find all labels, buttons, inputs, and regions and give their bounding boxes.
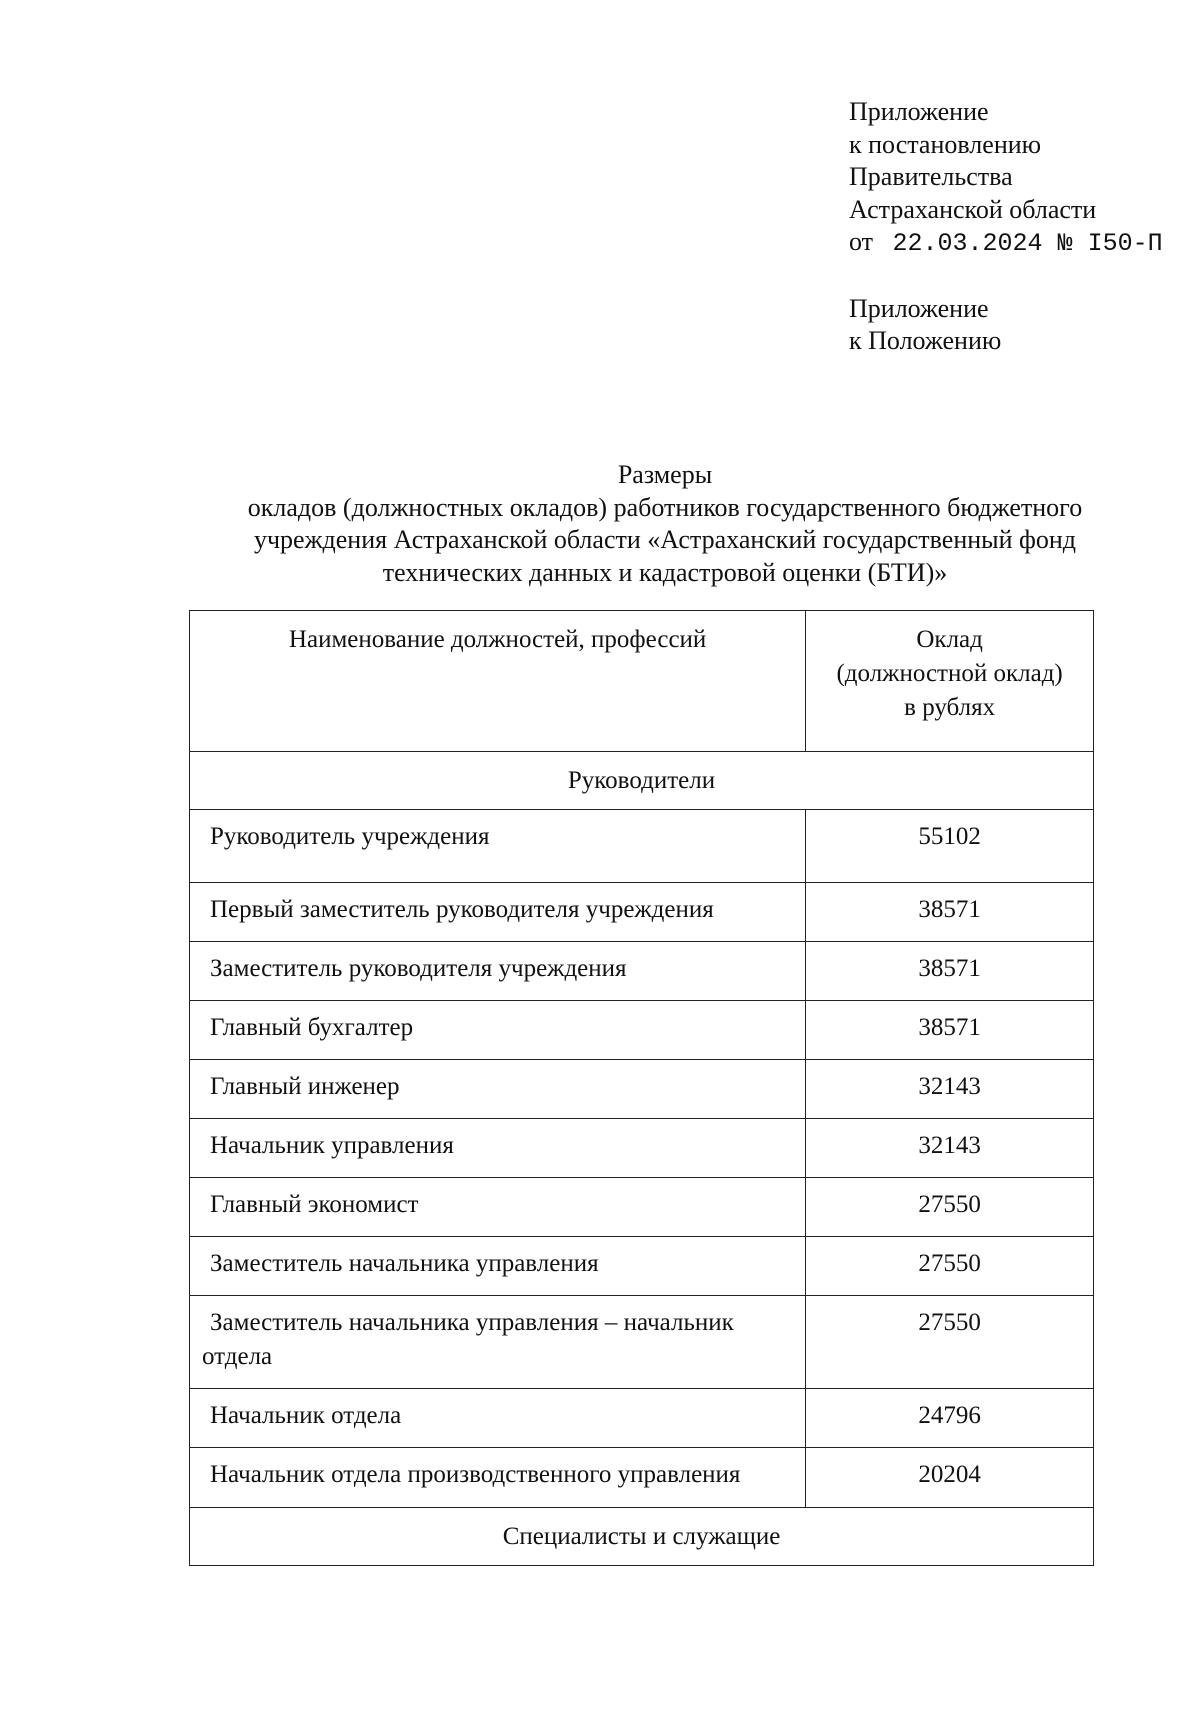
title-line: окладов (должностных окладов) работников государственного бюджетного — [247, 492, 1083, 522]
table-row — [190, 1178, 1094, 1237]
title-line: технических данных и кадастровой оценки (БТИ)» — [382, 557, 948, 587]
position-name: Главный экономист — [190, 1178, 806, 1237]
table-row — [190, 1448, 1094, 1508]
title-line: Размеры — [617, 460, 713, 489]
salary-value: 38571 — [806, 883, 1094, 942]
approval-line: Приложение — [849, 97, 989, 126]
approval-line: Астраханской области — [849, 194, 1097, 224]
table-row — [190, 1237, 1094, 1296]
position-name: Главный инженер — [190, 1060, 806, 1119]
position-name — [190, 1296, 806, 1389]
position-name: Руководитель учреждения — [190, 810, 806, 883]
salary-value: 55102 — [806, 810, 1094, 883]
header-value-line: в рублях — [904, 694, 996, 721]
table-row — [190, 942, 1094, 1001]
section-row — [190, 752, 1094, 810]
header-value-line: Оклад — [916, 626, 983, 653]
salary-value: 32143 — [806, 1060, 1094, 1119]
title-line: учреждения Астраханской области «Астраханский государственный фонд — [253, 525, 1077, 554]
position-name-continuation: отдела — [202, 1343, 273, 1370]
salary-value: 38571 — [806, 942, 1094, 1001]
approval-from-label: от — [849, 227, 874, 256]
table-row — [190, 883, 1094, 942]
salary-table — [189, 610, 1094, 1566]
position-name: Заместитель руководителя учреждения — [190, 942, 806, 1001]
salary-value: 32143 — [806, 1119, 1094, 1178]
position-name: Начальник управления — [190, 1119, 806, 1178]
table-row — [190, 1119, 1094, 1178]
section-heading: Руководители — [190, 752, 1094, 810]
header-name-cell: Наименование должностей, профессий — [190, 611, 806, 752]
position-name: Начальник отдела — [190, 1389, 806, 1448]
approval-line: Правительства — [849, 162, 1013, 191]
approval-date-number: 22.03.2024 № I50-П — [892, 229, 1163, 258]
table-row — [190, 810, 1094, 883]
section-heading: Специалисты и служащие — [190, 1508, 1094, 1566]
position-name: Заместитель начальника управления — [190, 1237, 806, 1296]
table-row — [190, 1001, 1094, 1060]
salary-value: 24796 — [806, 1389, 1094, 1448]
salary-value: 27550 — [806, 1296, 1094, 1389]
position-name: Первый заместитель руководителя учреждения — [190, 883, 806, 942]
annex-line: Приложение — [849, 293, 989, 323]
header-value-cell — [806, 611, 1094, 752]
table-row — [190, 1296, 1094, 1389]
document-title — [150, 459, 1180, 589]
approval-date-line — [849, 226, 1163, 261]
position-name: Начальник отдела производственного управления — [190, 1448, 806, 1508]
approval-line: к постановлению — [849, 129, 1042, 159]
annex-line: к Положению — [849, 326, 1002, 355]
salary-value: 20204 — [806, 1448, 1094, 1508]
header-value-line: (должностной оклад) — [836, 660, 1063, 687]
salary-value: 38571 — [806, 1001, 1094, 1060]
salary-value: 27550 — [806, 1178, 1094, 1237]
approval-block — [849, 96, 1163, 358]
section-row — [190, 1508, 1094, 1566]
table-header-row — [190, 611, 1094, 752]
table-row — [190, 1389, 1094, 1448]
salary-value: 27550 — [806, 1237, 1094, 1296]
table-row — [190, 1060, 1094, 1119]
position-name-line: Заместитель начальника управления – начальник — [210, 1309, 734, 1336]
position-name: Главный бухгалтер — [190, 1001, 806, 1060]
